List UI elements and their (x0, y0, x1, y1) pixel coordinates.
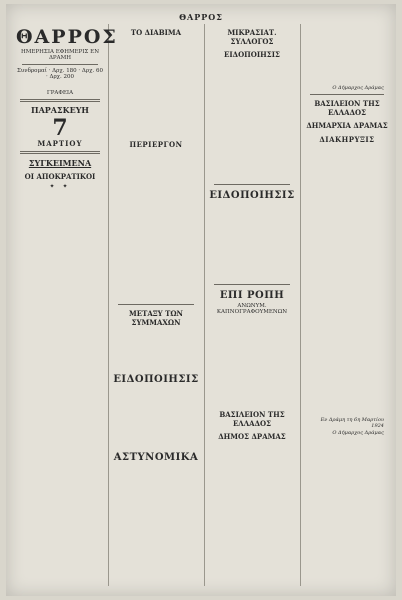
column-2 (112, 24, 200, 588)
article-subheading: ΑΝΩΝΥΜ. ΚΑΠΝΟΓΡΑΦΟΥΜΕΝΩΝ (216, 303, 288, 315)
issue-day: ΠΑΡΑΣΚΕΥΗ (31, 105, 89, 116)
illegible-body-text (208, 203, 296, 281)
divider (22, 64, 98, 65)
sign-date: Εν Δράμη τη 6η Μαρτίου 1924 (320, 417, 384, 429)
illegible-body-text (208, 61, 296, 181)
column-3 (208, 24, 296, 588)
divider (20, 151, 100, 154)
illegible-body-text (304, 24, 390, 84)
article-heading: ΒΑΣΙΛΕΙΟΝ ΤΗΣ ΕΛΛΑΔΟΣ (219, 410, 285, 428)
proclamation-heading: ΔΙΑΚΗΡΥΞΙΣ (319, 135, 375, 144)
divider (310, 94, 384, 95)
article-heading: ΤΟ ΔΙΑΒΙΜΑ (130, 28, 182, 37)
article-subheading: ΕΙΔΟΠΟΙΗΣΙΣ (224, 50, 280, 59)
divider (214, 284, 290, 285)
illegible-body-text (304, 146, 390, 416)
article-heading: ΕΠΙ ΡΟΠΗ (219, 290, 285, 301)
divider (20, 99, 100, 102)
price-lines: Συνδρομαί · Δρχ. 180 · Δρχ. 60 · Δρχ. 200 (17, 68, 103, 80)
police-news-heading: ΑΣΤΥΝΟΜΙΚΑ (113, 452, 199, 463)
column-1 (16, 24, 118, 588)
notice-heading: ΕΙΔΟΠΟΙΗΣΙΣ (113, 374, 199, 385)
newspaper-page (6, 4, 396, 596)
article-subheading: ΔΗΜΟΣ ΔΡΑΜΑΣ (218, 432, 286, 441)
divider (214, 184, 290, 185)
column-rule (300, 24, 301, 586)
illegible-body-text (208, 316, 296, 406)
signature-line: Ο Δήμαρχος Δράμας (332, 85, 384, 91)
running-title: ΘΑΡΡΟΣ (179, 12, 223, 22)
office-line: ΓΡΑΦΕΙΑ (46, 90, 74, 97)
article-heading: ΜΙΚΡΑΣΙΑΤ. ΣΥΛΛΟΓΟΣ (227, 28, 277, 46)
issue-month: ΜΑΡΤΙΟΥ (37, 139, 83, 149)
article-heading: ΠΕΡΙΕΡΓΟΝ (129, 140, 183, 149)
body-text: ᅠ (16, 81, 21, 87)
ornament: ✦ ✦ (49, 183, 71, 191)
illegible-body-text (112, 387, 200, 447)
signature-line: Ο Δήμαρχος Δράμας (332, 430, 384, 436)
article-heading: ΒΑΣΙΛΕΙΟΝ ΤΗΣ ΕΛΛΑΔΟΣ (314, 99, 380, 117)
column-rule (108, 24, 109, 586)
article-heading: ΟΙ ΑΠΟΚΡΑΤΙΚΟΙ (24, 172, 96, 182)
column-4 (304, 24, 390, 588)
section-title: ΣΥΓΚΕΙΜΕΝΑ (28, 158, 92, 169)
article-subheading: ΔΗΜΑΡΧΙΑ ΔΡΑΜΑΣ (306, 121, 388, 130)
divider (118, 304, 194, 305)
column-rule (204, 24, 205, 586)
illegible-body-text (112, 151, 200, 301)
illegible-body-text (112, 39, 200, 135)
notice-heading: ΕΙΔΟΠΟΙΗΣΙΣ (209, 190, 295, 201)
illegible-body-text (112, 329, 200, 369)
masthead: ΘΑΡΡΟΣ (16, 26, 118, 48)
article-heading: ΜΕΤΑΞΥ ΤΩΝ ΣΥΜΜΑΧΩΝ (129, 309, 183, 327)
issue-date-number: 7 (52, 115, 68, 142)
masthead-subtitle: ΗΜΕΡΗΣΙΑ ΕΦΗΜΕΡΙΣ ΕΝ ΔΡΑΜΗ (20, 49, 100, 61)
